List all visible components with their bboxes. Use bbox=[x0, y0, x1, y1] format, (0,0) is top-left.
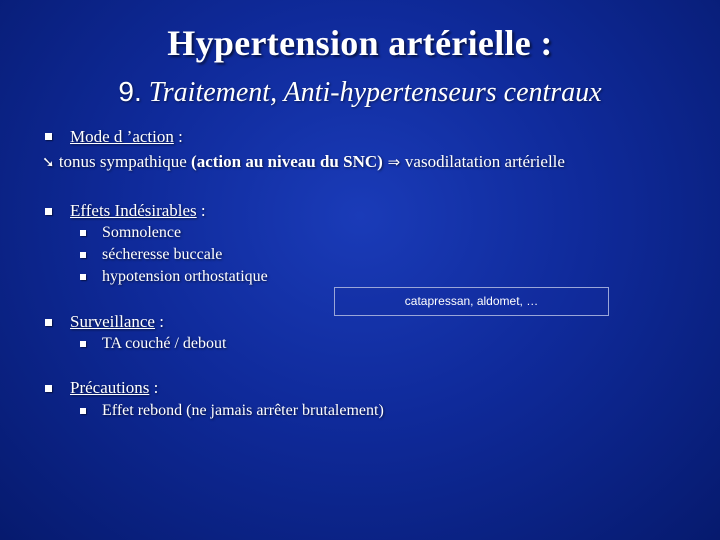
sub-bullet-square-icon bbox=[80, 252, 86, 258]
surveillance-item: TA couché / debout bbox=[102, 335, 227, 352]
effets-item: hypotension orthostatique bbox=[102, 268, 268, 285]
effets-item: Somnolence bbox=[102, 224, 182, 241]
effets-colon: : bbox=[196, 201, 206, 220]
mode-action-heading bbox=[70, 127, 183, 147]
mode-action-label: Mode d ’action bbox=[70, 127, 174, 146]
drug-examples-box: catapressan, aldomet, … bbox=[334, 287, 609, 316]
sub-bullet-square-icon bbox=[80, 341, 86, 347]
precautions-label: Précautions bbox=[70, 378, 150, 397]
precautions-colon: : bbox=[149, 378, 159, 397]
sub-bullet-square-icon bbox=[80, 230, 86, 236]
slide-title: Hypertension artérielle : bbox=[167, 23, 553, 63]
arrow-down-right-icon: ➘ bbox=[42, 153, 55, 171]
mode-action-result: vasodilatation artérielle bbox=[404, 152, 565, 171]
mode-action-colon: : bbox=[173, 127, 183, 146]
effets-item: sécheresse buccale bbox=[102, 246, 223, 263]
subtitle-text: Traitement, Anti-hypertenseurs centraux bbox=[148, 77, 602, 108]
mode-action-text: tonus sympathique bbox=[54, 152, 192, 171]
surveillance-colon: : bbox=[154, 312, 164, 331]
bullet-square-icon bbox=[45, 385, 52, 392]
precautions-heading bbox=[70, 378, 158, 398]
surveillance-label: Surveillance bbox=[70, 312, 155, 331]
effets-label: Effets Indésirables bbox=[70, 201, 197, 220]
bullet-square-icon bbox=[45, 208, 52, 215]
bullet-square-icon bbox=[45, 133, 52, 140]
bullet-square-icon bbox=[45, 319, 52, 326]
implies-arrow-icon: ⇒ bbox=[382, 153, 405, 171]
effets-heading bbox=[70, 201, 206, 221]
sub-bullet-square-icon bbox=[80, 408, 86, 414]
subtitle-number: 9. bbox=[118, 76, 142, 107]
slide-subtitle bbox=[0, 76, 720, 109]
precautions-item: Effet rebond (ne jamais arrêter brutalement) bbox=[102, 402, 384, 419]
surveillance-heading bbox=[70, 312, 164, 332]
mode-action-bold: (action au niveau du SNC) bbox=[191, 152, 383, 171]
sub-bullet-square-icon bbox=[80, 274, 86, 280]
mode-action-description bbox=[42, 152, 565, 172]
